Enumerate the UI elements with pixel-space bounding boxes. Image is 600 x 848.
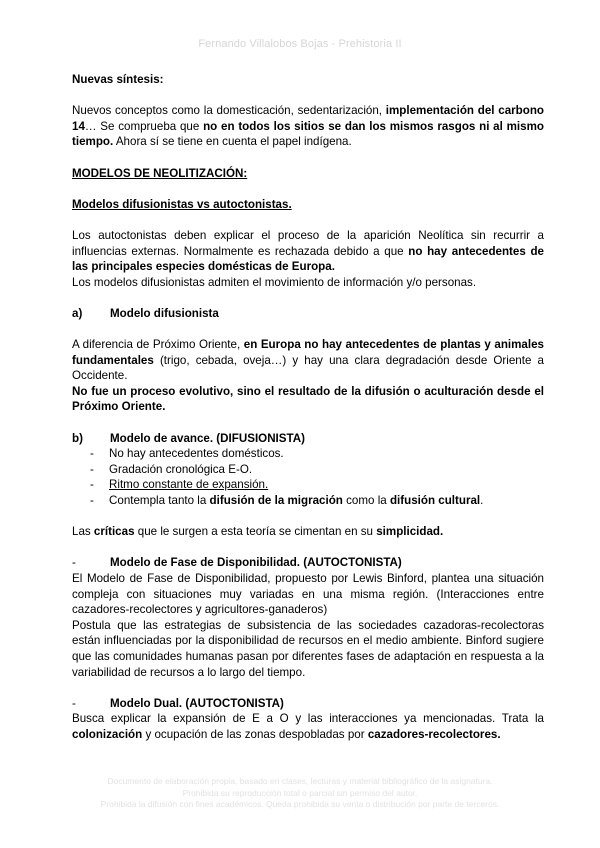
list-item-text: No hay antecedentes domésticos. [109,447,284,461]
page-footer-watermark [40,776,560,811]
list-item [72,477,544,493]
section-heading-a [72,306,544,322]
text-run-bold: implementación del carbono 14 [72,104,544,133]
text-run: que le surgen a esta teoría se cimentan en su [134,525,377,539]
text-run: A diferencia de Próximo Oriente, [72,338,244,352]
list-item-text: Ritmo constante de expansión. [109,478,269,492]
dash-bullet: - [90,447,94,461]
section-letter: a) [72,306,83,320]
text-run: Ahora sí se tiene en cuenta el papel indígena. [113,135,352,149]
paragraph-fase-disponibilidad-2: Postula que las estrategias de subsistencia de las sociedades cazadoras-recolectoras están influenciadas por la disponibilidad de recursos en el medio ambiente. Binford sugiere que las comunidades humanas pasan por diferentes fases de adaptación en respuesta a la variabilidad de recursos a lo largo del tiempo. [72,618,544,679]
dash-bullet: - [90,494,94,508]
text-run-bold: cazadores-recolectores. [367,727,501,741]
dash-bullet: - [72,696,76,710]
heading-nuevas-sintesis: Nuevas síntesis: [72,73,164,86]
text-run-bold: críticas [93,525,135,539]
list-item [72,446,544,462]
heading-modelos-neolitizacion: MODELOS DE NEOLITIZACIÓN: [72,166,248,180]
subheading-difusionistas-vs-autoctonistas: Modelos difusionistas vs autoctonistas. [72,197,292,211]
text-run: Nuevos conceptos como la domesticación, sedentarización, [72,104,386,118]
paragraph-criticas [72,524,544,540]
text-run: Los autoctonistas deben explicar el proceso de la aparición Neolítica sin recurrir a influencias externas. Normalmente es rechazada debido a que [72,228,544,258]
paragraph-nuevas-sintesis [72,103,544,150]
text-run: como la [342,494,390,508]
text-run: (trigo, cebada, oveja…) y hay una clara degradación desde Oriente a Occidente. [72,353,544,383]
footer-line: Prohibida su reproducción total o parcial sin permiso del autor. [182,787,418,798]
document-body [72,72,544,743]
text-run-bold: colonización [72,727,143,741]
text-run-bold: en Europa no hay antecedentes de plantas y animales fundamentales [72,338,544,367]
text-run-bold: no en todos los sitios se dan los mismos rasgos ni al mismo tiempo. [72,119,544,149]
section-heading-modelo-dual [72,696,544,712]
text-run: . [480,494,484,508]
paragraph-modelo-difusionista [72,337,544,384]
list-modelo-avance [72,446,544,508]
text-run-bold: no hay antecedentes de las principales especies domésticas de Europa. [72,244,544,274]
text-run-bold: difusión de la migración [209,494,343,508]
paragraph-modelo-dual [72,711,544,742]
section-title: Modelo difusionista [110,306,219,320]
page-header-watermark: Fernando Villalobos Bojas - Prehistoria II [198,38,402,50]
paragraph-no-proceso-evolutivo: No fue un proceso evolutivo, sino el resultado de la difusión o aculturación desde el Próximo Oriente. [72,384,544,414]
section-heading-b [72,431,544,447]
text-run: Las [72,525,94,539]
section-title: Modelo de avance. (DIFUSIONISTA) [110,431,305,445]
text-run-bold: difusión cultural [389,494,481,508]
list-item [72,462,544,478]
section-heading-fase-disponibilidad [72,555,544,571]
text-run-bold: simplicidad. [376,525,444,539]
section-letter: b) [72,431,83,445]
list-item-text: Gradación cronológica E-O. [109,462,253,476]
dash-bullet: - [90,462,94,476]
section-title: Modelo de Fase de Disponibilidad. (AUTOCTONISTA) [110,556,402,570]
paragraph-autoctonistas [72,228,544,275]
paragraph-fase-disponibilidad-1: El Modelo de Fase de Disponibilidad, propuesto por Lewis Binford, plantea una situación compleja con situaciones muy variadas en una misma región. (Interacciones entre cazadores-recolectores y agricultores-ganaderos) [72,572,544,617]
section-title: Modelo Dual. (AUTOCTONISTA) [110,696,284,710]
dash-bullet: - [72,556,76,570]
text-run: Contempla tanto la [109,494,210,508]
text-run: … Se comprueba que [84,119,204,133]
list-item [72,493,544,509]
text-run: Busca explicar la expansión de E a O y las interacciones ya mencionadas. Trata la [72,712,544,726]
paragraph-difusionistas: Los modelos difusionistas admiten el movimiento de información y/o personas. [72,275,477,289]
text-run: y ocupación de las zonas despobladas por [142,727,368,741]
footer-line: Prohibida la difusión con fines académicos. Queda prohibida su venta o distribución por parte de terceros. [100,799,500,809]
footer-line: Documento de elaboración propia, basado en clases, lecturas y material bibliográfico de la asignatura. [107,776,493,786]
dash-bullet: - [90,478,94,492]
